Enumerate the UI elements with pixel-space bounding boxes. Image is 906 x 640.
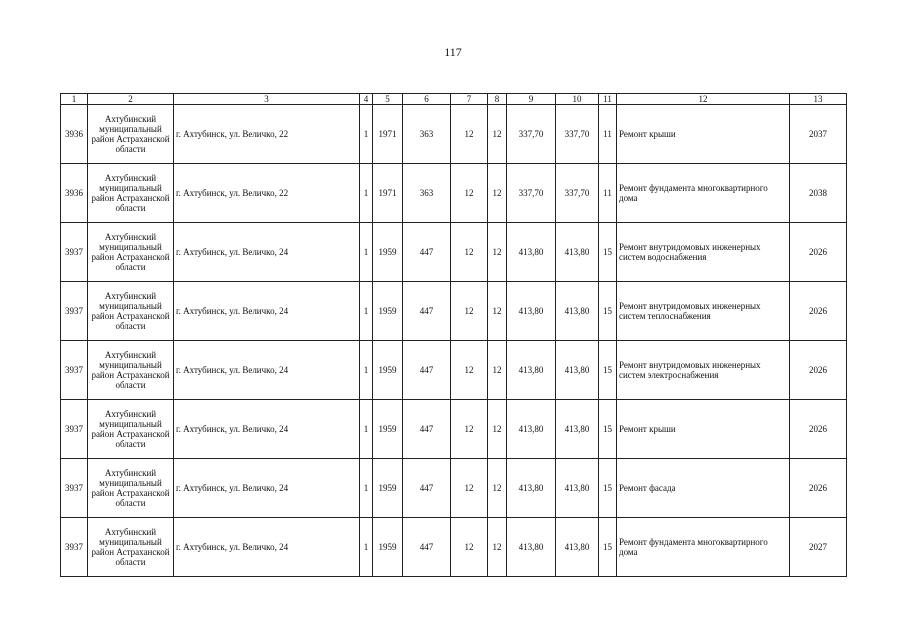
house-id-cell: 3937 (61, 282, 88, 341)
page-number: 117 (444, 45, 462, 59)
house-id-cell: 3937 (61, 341, 88, 400)
col10-cell: 413,80 (556, 282, 599, 341)
col8-cell: 12 (488, 164, 507, 223)
col8-cell: 12 (488, 518, 507, 577)
house-id-cell: 3936 (61, 105, 88, 164)
house-id-cell: 3937 (61, 459, 88, 518)
plan-year-cell: 2037 (790, 105, 847, 164)
col7-cell: 12 (451, 341, 488, 400)
address-cell: г. Ахтубинск, ул. Величко, 22 (174, 164, 360, 223)
col11-cell: 15 (599, 282, 617, 341)
col10-cell: 413,80 (556, 223, 599, 282)
col7-cell: 12 (451, 164, 488, 223)
table-row (61, 341, 847, 400)
table-row (61, 223, 847, 282)
col4-cell: 1 (360, 223, 373, 282)
header-cell: 6 (403, 94, 451, 105)
table-row (61, 105, 847, 164)
header-cell: 10 (556, 94, 599, 105)
col7-cell: 12 (451, 223, 488, 282)
table-row (61, 518, 847, 577)
plan-year-cell: 2026 (790, 223, 847, 282)
header-cell: 8 (488, 94, 507, 105)
col7-cell: 12 (451, 518, 488, 577)
col6-cell: 447 (403, 223, 451, 282)
header-cell: 13 (790, 94, 847, 105)
table-row (61, 282, 847, 341)
municipality-cell: Ахтубинский муниципальный район Астраханской области (88, 341, 174, 400)
work-type-cell: Ремонт внутридомовых инженерных систем электроснабжения (617, 341, 790, 400)
municipality-cell: Ахтубинский муниципальный район Астраханской области (88, 518, 174, 577)
col6-cell: 447 (403, 341, 451, 400)
work-type-cell: Ремонт фундамента многоквартирного дома (617, 164, 790, 223)
col10-cell: 337,70 (556, 105, 599, 164)
col6-cell: 447 (403, 459, 451, 518)
municipality-cell: Ахтубинский муниципальный район Астраханской области (88, 105, 174, 164)
col6-cell: 447 (403, 400, 451, 459)
plan-year-cell: 2026 (790, 459, 847, 518)
year-cell: 1959 (373, 459, 403, 518)
municipality-cell: Ахтубинский муниципальный район Астраханской области (88, 282, 174, 341)
col4-cell: 1 (360, 459, 373, 518)
col9-cell: 413,80 (507, 223, 556, 282)
col7-cell: 12 (451, 282, 488, 341)
col11-cell: 15 (599, 341, 617, 400)
col8-cell: 12 (488, 223, 507, 282)
header-cell: 2 (88, 94, 174, 105)
header-cell: 4 (360, 94, 373, 105)
col10-cell: 413,80 (556, 400, 599, 459)
register-table (60, 93, 847, 577)
address-cell: г. Ахтубинск, ул. Величко, 24 (174, 518, 360, 577)
address-cell: г. Ахтубинск, ул. Величко, 22 (174, 105, 360, 164)
col9-cell: 337,70 (507, 105, 556, 164)
address-cell: г. Ахтубинск, ул. Величко, 24 (174, 400, 360, 459)
col10-cell: 413,80 (556, 341, 599, 400)
col7-cell: 12 (451, 400, 488, 459)
col6-cell: 447 (403, 282, 451, 341)
col8-cell: 12 (488, 400, 507, 459)
plan-year-cell: 2027 (790, 518, 847, 577)
header-cell: 3 (174, 94, 360, 105)
work-type-cell: Ремонт фундамента многоквартирного дома (617, 518, 790, 577)
municipality-cell: Ахтубинский муниципальный район Астраханской области (88, 164, 174, 223)
header-cell: 7 (451, 94, 488, 105)
col11-cell: 15 (599, 459, 617, 518)
address-cell: г. Ахтубинск, ул. Величко, 24 (174, 459, 360, 518)
house-id-cell: 3936 (61, 164, 88, 223)
plan-year-cell: 2026 (790, 282, 847, 341)
col4-cell: 1 (360, 400, 373, 459)
col9-cell: 413,80 (507, 518, 556, 577)
header-cell: 11 (599, 94, 617, 105)
header-cell: 1 (61, 94, 88, 105)
col4-cell: 1 (360, 105, 373, 164)
col9-cell: 337,70 (507, 164, 556, 223)
col11-cell: 11 (599, 164, 617, 223)
plan-year-cell: 2026 (790, 341, 847, 400)
col11-cell: 15 (599, 400, 617, 459)
year-cell: 1971 (373, 164, 403, 223)
year-cell: 1959 (373, 282, 403, 341)
col4-cell: 1 (360, 518, 373, 577)
col11-cell: 15 (599, 223, 617, 282)
col7-cell: 12 (451, 459, 488, 518)
col9-cell: 413,80 (507, 282, 556, 341)
house-id-cell: 3937 (61, 223, 88, 282)
table-row (61, 164, 847, 223)
col9-cell: 413,80 (507, 400, 556, 459)
header-cell: 12 (617, 94, 790, 105)
header-cell: 9 (507, 94, 556, 105)
col9-cell: 413,80 (507, 341, 556, 400)
col8-cell: 12 (488, 105, 507, 164)
year-cell: 1959 (373, 518, 403, 577)
col10-cell: 337,70 (556, 164, 599, 223)
year-cell: 1959 (373, 400, 403, 459)
col8-cell: 12 (488, 341, 507, 400)
col8-cell: 12 (488, 459, 507, 518)
col4-cell: 1 (360, 341, 373, 400)
plan-year-cell: 2038 (790, 164, 847, 223)
col11-cell: 15 (599, 518, 617, 577)
work-type-cell: Ремонт внутридомовых инженерных систем водоснабжения (617, 223, 790, 282)
work-type-cell: Ремонт крыши (617, 105, 790, 164)
col10-cell: 413,80 (556, 459, 599, 518)
column-number-header (61, 94, 847, 105)
col11-cell: 11 (599, 105, 617, 164)
work-type-cell: Ремонт фасада (617, 459, 790, 518)
work-type-cell: Ремонт крыши (617, 400, 790, 459)
plan-year-cell: 2026 (790, 400, 847, 459)
municipality-cell: Ахтубинский муниципальный район Астраханской области (88, 400, 174, 459)
header-cell: 5 (373, 94, 403, 105)
address-cell: г. Ахтубинск, ул. Величко, 24 (174, 223, 360, 282)
table-row (61, 459, 847, 518)
col7-cell: 12 (451, 105, 488, 164)
col4-cell: 1 (360, 282, 373, 341)
address-cell: г. Ахтубинск, ул. Величко, 24 (174, 282, 360, 341)
col9-cell: 413,80 (507, 459, 556, 518)
address-cell: г. Ахтубинск, ул. Величко, 24 (174, 341, 360, 400)
col6-cell: 447 (403, 518, 451, 577)
municipality-cell: Ахтубинский муниципальный район Астраханской области (88, 459, 174, 518)
col6-cell: 363 (403, 105, 451, 164)
house-id-cell: 3937 (61, 518, 88, 577)
year-cell: 1959 (373, 341, 403, 400)
work-type-cell: Ремонт внутридомовых инженерных систем теплоснабжения (617, 282, 790, 341)
year-cell: 1959 (373, 223, 403, 282)
house-id-cell: 3937 (61, 400, 88, 459)
col10-cell: 413,80 (556, 518, 599, 577)
year-cell: 1971 (373, 105, 403, 164)
col8-cell: 12 (488, 282, 507, 341)
table-row (61, 400, 847, 459)
municipality-cell: Ахтубинский муниципальный район Астраханской области (88, 223, 174, 282)
col4-cell: 1 (360, 164, 373, 223)
col6-cell: 363 (403, 164, 451, 223)
